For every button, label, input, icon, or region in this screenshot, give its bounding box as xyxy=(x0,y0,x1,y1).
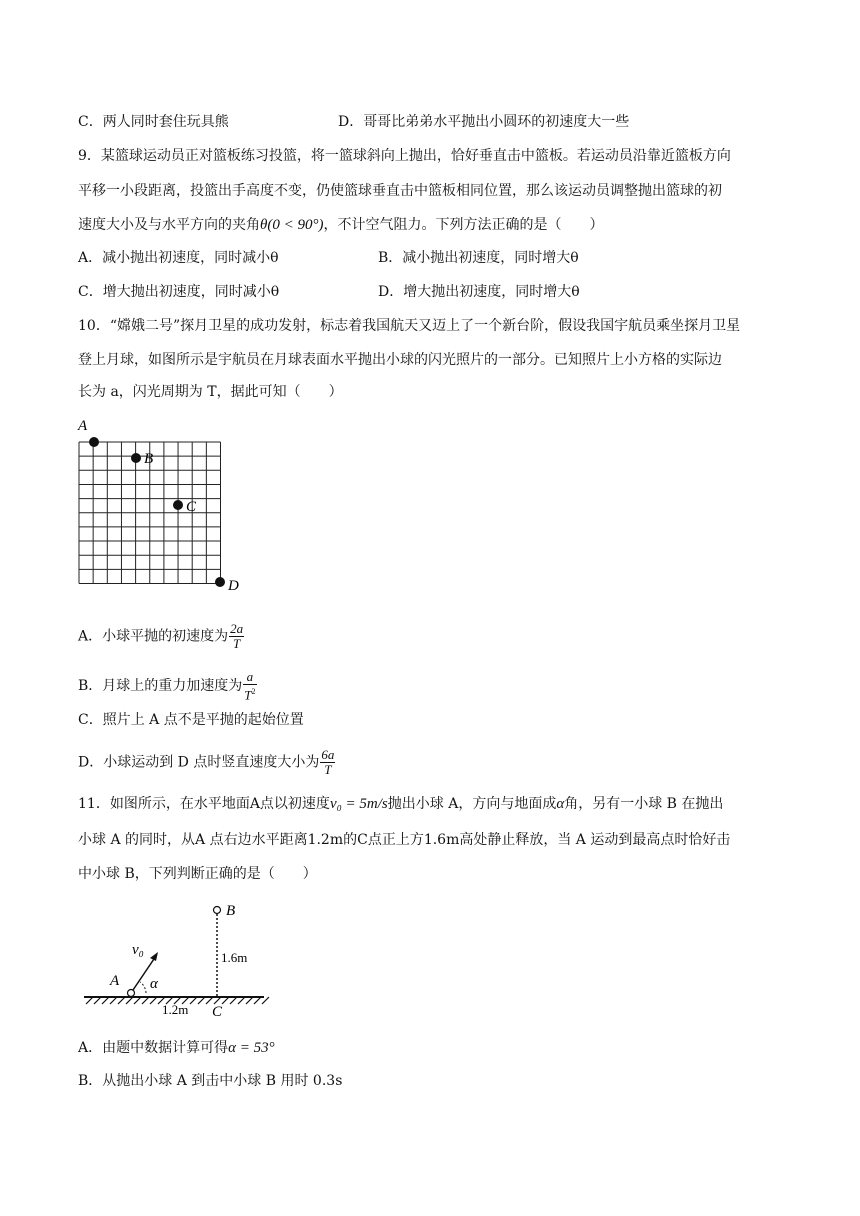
label-a: A xyxy=(78,418,88,434)
label-a: A xyxy=(110,973,120,989)
q10-stem-line1: 10．“嫦娥二号”探月卫星的成功发射，标志着我国航天又迈上了一个新台阶，假设我国宇航员乘坐探月卫星 xyxy=(78,318,741,334)
q8-option-d: D．哥哥比弟弟水平抛出小圆环的初速度大一些 xyxy=(338,114,630,130)
ball-c xyxy=(173,500,183,510)
ball-b xyxy=(131,453,141,463)
q9-angle-math: θ(0 < 90°) xyxy=(260,217,324,233)
label-d: D xyxy=(228,578,239,594)
q9-stem-line2: 平移一小段距离，投篮出手高度不变，仍使篮球垂直击中篮板相同位置，那么该运动员调整抛出篮球的初 xyxy=(78,183,722,199)
ball-b xyxy=(214,907,221,914)
label-b: B xyxy=(144,451,154,467)
q9-option-b: B．减小抛出初速度，同时增大θ xyxy=(378,250,579,266)
q11-stem-line1-tail: 角，另有一小球 B 在抛出 xyxy=(564,796,724,812)
label-height: 1.6m xyxy=(221,950,248,965)
q10-option-c: C．照片上 A 点不是平抛的起始位置 xyxy=(78,712,304,728)
q10-option-b xyxy=(78,670,257,702)
label-distance: 1.2m xyxy=(162,1002,189,1017)
arrow-head xyxy=(150,952,158,961)
ball-d xyxy=(215,577,225,587)
q11-stem-line3: 中小球 B，下列判断正确的是（ ） xyxy=(78,866,317,882)
label-c: C xyxy=(212,1004,223,1020)
q9-stem-line3-tail: ，不计空气阻力。下列方法正确的是（ ） xyxy=(323,217,604,233)
q11-option-a-text: A．由题中数据计算可得 xyxy=(78,1040,229,1056)
q10-option-b-text: B．月球上的重力加速度为 xyxy=(78,678,243,695)
angle-arc xyxy=(140,982,146,993)
q10-option-b-fraction: $\frac{a}{T^2}$ xyxy=(244,669,256,703)
q10-option-d-fraction: $\frac{6a}{T}$ xyxy=(321,747,335,777)
q9-option-c: C．增大抛出初速度，同时减小θ xyxy=(78,284,280,300)
q9-option-d: D．增大抛出初速度，同时增大θ xyxy=(378,284,580,300)
q10-stem-line3: 长为 a，闪光周期为 T，据此可知（ ） xyxy=(78,384,343,400)
ball-a xyxy=(128,990,135,997)
q10-strobe-grid-figure xyxy=(70,412,250,602)
q10-option-a-fraction: $\frac{2a}{T}$ xyxy=(230,621,244,651)
q9-option-a: A．减小抛出初速度，同时减小θ xyxy=(78,250,279,266)
label-v0: v₀ xyxy=(132,942,144,958)
q10-option-a xyxy=(78,622,244,651)
q9-stem-line3 xyxy=(78,215,603,235)
label-c: C xyxy=(186,499,197,515)
q9-stem-line1: 9．某篮球运动员正对篮板练习投篮，将一篮球斜向上抛出，恰好垂直击中篮板。若运动员沿靠近篮板方向 xyxy=(78,148,731,164)
q11-stem-line2: 小球 A 的同时，从A 点右边水平距离1.2m的C点正上方1.6m高处静止释放，当 A 运动到最高点时恰好击 xyxy=(78,832,731,848)
q10-option-a-text: A．小球平抛的初速度为 xyxy=(78,628,229,645)
q10-stem-line2: 登上月球，如图所示是宇航员在月球表面水平抛出小球的闪光照片的一部分。已知照片上小方格的实际边 xyxy=(78,352,722,368)
q11-stem-line1-mid: 抛出小球 A，方向与地面成 xyxy=(387,796,557,812)
q11-option-a-math: α = 53° xyxy=(228,1040,275,1056)
q11-option-b: B．从抛出小球 A 到击中小球 B 用时 0.3s xyxy=(78,1073,343,1089)
q11-v0-math: v₀ = 5m/s xyxy=(329,796,388,812)
q11-alpha-math: α xyxy=(556,796,565,812)
ball-a xyxy=(89,437,99,447)
q11-projectile-figure xyxy=(76,896,276,1026)
q8-option-c: C．两人同时套住玩具熊 xyxy=(78,114,229,130)
label-alpha: α xyxy=(150,976,158,992)
q11-stem-line1 xyxy=(78,794,723,814)
q10-option-d xyxy=(78,748,335,777)
q11-stem-line1-text: 11．如图所示，在水平地面A点以初速度 xyxy=(78,796,330,812)
q9-stem-line3-text: 速度大小及与水平方向的夹角 xyxy=(78,217,260,233)
label-b: B xyxy=(226,903,236,919)
q11-option-a xyxy=(78,1038,275,1058)
q10-option-d-text: D．小球运动到 D 点时竖直速度大小为 xyxy=(78,754,320,771)
